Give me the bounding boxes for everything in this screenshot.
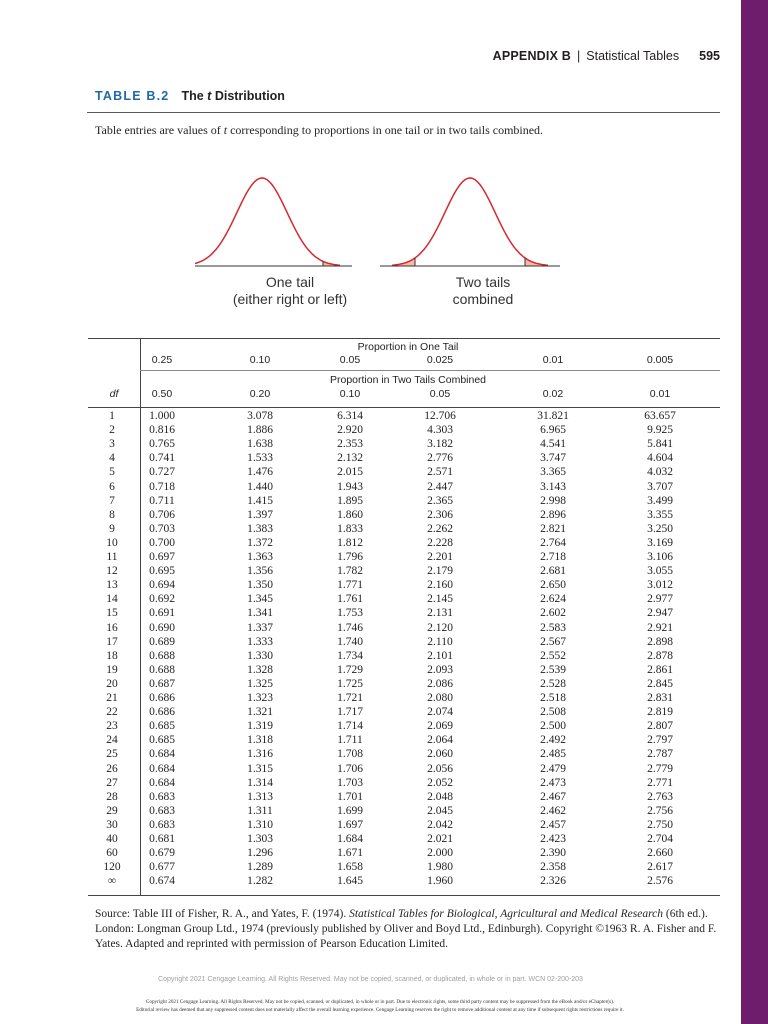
t-value-cell: 0.674 [149,875,175,888]
t-value-cell: 0.683 [149,790,175,803]
t-value-cell: 1.383 [247,522,273,535]
t-value-cell: 0.697 [149,551,175,563]
t-value-cell: 2.201 [427,551,453,563]
t-value-cell: 0.765 [149,438,175,451]
t-value-cell: 1.318 [247,734,273,747]
t-value-cell: 1.771 [337,579,363,592]
t-value-cell: 1.289 [247,861,273,874]
fine-print-line1: Copyright 2021 Cengage Learning. All Rights Reserved. May not be copied, scanned, or duplicated, in whole or in part. Due to electronic rights, some third party content may be suppressed from the eBook and/or eChapter(s). [145,999,615,1005]
table-name-post: Distribution [211,89,285,103]
t-value-cell: 3.250 [647,522,673,535]
one-tail-label [200,274,380,308]
one-tail-col-header: 0.05 [339,354,361,366]
t-value-cell: 0.687 [149,677,175,690]
t-value-cell: 0.692 [149,593,175,606]
one-tail-col-header: 0.10 [249,354,271,366]
table-name-pre: The [181,89,208,103]
t-value-cell: 1.725 [337,677,363,690]
t-value-cell: 1.708 [337,748,363,761]
t-value-cell: 1.734 [337,649,363,662]
t-value-cell: 1.812 [337,536,363,549]
table-title [95,89,285,103]
t-value-cell: 0.703 [149,522,175,535]
t-value-cell: 1.476 [247,466,273,479]
t-value-cell: 63.657 [644,410,676,422]
one-tail-col-header: 0.005 [646,354,674,366]
t-value-cell: 0.727 [149,466,175,479]
t-value-cell: 3.169 [647,536,673,549]
header-rule-2 [88,407,720,408]
two-tail-col-header: 0.01 [649,388,671,400]
t-value-cell: 0.688 [149,649,175,662]
t-value-cell: 2.086 [427,677,453,690]
t-value-cell: 1.323 [247,692,273,704]
t-value-cell: 4.541 [540,438,566,451]
two-tail-col-header: 0.20 [249,388,271,400]
t-value-cell: 0.686 [149,706,175,719]
df-value: 2 [109,424,115,437]
two-tail-col-header: 0.02 [542,388,564,400]
table-name [181,89,284,103]
df-value: 25 [106,748,118,761]
t-value-cell: 2.500 [540,720,566,733]
appendix-label: APPENDIX B [492,49,572,63]
two-tail-col-header: 0.50 [151,388,173,400]
t-value-cell: 1.000 [149,410,175,422]
t-value-cell: 2.492 [540,734,566,747]
section-title: Statistical Tables [586,49,680,63]
t-value-cell: 2.807 [647,720,673,733]
table-name-var: t [207,89,212,103]
source-post: (6th ed.). London: Longman Group Ltd., 1974 (previously published by Oliver and Boyd Ltd., Edinburgh). Copyright ©1963 R. A. Fisher and F. Yates. Adapted and reprinted with permission of Pearson Education Limited. [95,908,717,950]
t-value-cell: 1.645 [337,875,363,888]
table-label: TABLE B.2 [95,89,170,103]
two-tail-col-header: 0.10 [339,388,361,400]
t-value-cell: 0.706 [149,508,175,521]
t-value-cell: 1.860 [337,508,363,521]
t-value-cell: 2.776 [427,452,453,465]
t-value-cell: 2.681 [540,565,566,578]
t-value-cell: 1.703 [337,776,363,789]
t-value-cell: 1.671 [337,847,363,860]
t-value-cell: 0.684 [149,762,175,775]
t-value-cell: 1.282 [247,875,273,888]
t-value-cell: 0.700 [149,536,175,549]
df-value: 12 [106,565,118,578]
df-value: 19 [106,663,118,676]
two-tail-col-header: 0.05 [429,388,451,400]
page-edge-color-bar [741,0,768,1024]
one-tail-label-line1: One tail [265,274,315,290]
t-value-cell: 2.074 [427,706,453,719]
t-value-cell: 2.358 [540,861,566,874]
t-value-cell: 0.741 [149,452,175,465]
t-value-cell: 0.684 [149,776,175,789]
t-value-cell: 1.753 [337,607,363,620]
t-value-cell: 2.898 [647,635,673,648]
df-value: 26 [106,762,118,775]
t-value-cell: 2.602 [540,607,566,620]
t-value-cell: 0.691 [149,607,175,620]
t-value-cell: 0.718 [149,480,175,493]
t-value-cell: 3.499 [647,494,673,507]
t-value-cell: 2.539 [540,663,566,676]
t-value-cell: 1.701 [337,790,363,803]
t-value-cell: 2.571 [427,466,453,479]
t-value-cell: 2.552 [540,649,566,662]
df-value: 29 [106,804,118,817]
t-value-cell: 2.479 [540,762,566,775]
df-value: 4 [109,452,115,465]
t-value-cell: 1.372 [247,536,273,549]
t-value-cell: 2.508 [540,706,566,719]
source-note [95,907,727,952]
t-value-cell: 0.685 [149,720,175,733]
t-value-cell: 0.689 [149,635,175,648]
t-value-cell: 2.704 [647,833,673,845]
one-tail-label-line2: (either right or left) [232,291,348,307]
t-value-cell: 1.356 [247,565,273,578]
source-pre: Source: Table III of Fisher, R. A., and Yates, F. (1974). [95,908,350,920]
t-value-cell: 2.518 [540,692,566,704]
t-value-cell: 2.179 [427,565,453,578]
t-value-cell: 2.132 [337,452,363,465]
one-tail-col-header: 0.025 [426,354,454,366]
t-value-cell: 2.660 [647,847,673,860]
intro-text [95,123,543,138]
header-separator: | [577,49,581,63]
t-value-cell: 6.965 [540,424,566,437]
t-value-cell: 1.321 [247,706,273,719]
running-head [493,49,720,63]
t-value-cell: 0.690 [149,621,175,634]
t-value-cell: 2.160 [427,579,453,592]
t-value-cell: 2.353 [337,438,363,451]
t-value-cell: 2.052 [427,776,453,789]
t-value-cell: 1.315 [247,762,273,775]
t-value-cell: 6.314 [337,410,363,422]
df-value: 5 [109,466,115,479]
df-value: 30 [106,818,118,831]
t-value-cell: 1.310 [247,818,273,831]
t-value-cell: 1.415 [247,494,273,507]
t-value-cell: 3.747 [540,452,566,465]
t-value-cell: 2.567 [540,635,566,648]
t-value-cell: 1.746 [337,621,363,634]
t-value-cell: 2.120 [427,621,453,634]
t-value-cell: 1.397 [247,508,273,521]
t-value-cell: 1.533 [247,452,273,465]
t-value-cell: 2.101 [427,649,453,662]
t-value-cell: 0.683 [149,818,175,831]
two-tail-label-line2: combined [452,291,514,307]
t-value-cell: 2.878 [647,649,673,662]
t-value-cell: 2.831 [647,692,673,704]
t-value-cell: 2.021 [427,833,453,845]
t-value-cell: 1.638 [247,438,273,451]
t-value-cell: 2.060 [427,748,453,761]
df-value: 21 [106,692,118,704]
t-value-cell: 0.677 [149,861,175,874]
intro-var: t [223,123,228,137]
t-value-cell: 2.069 [427,720,453,733]
t-value-cell: 1.699 [337,804,363,817]
t-value-cell: 2.821 [540,522,566,535]
header-rule-1 [140,370,720,371]
t-value-cell: 2.390 [540,847,566,860]
t-value-cell: 2.787 [647,748,673,761]
df-value: 16 [106,621,118,634]
fine-print-line2: Editorial review has deemed that any suppressed content does not materially affect the overall learning experience. Cengage Learning reserves the right to remove additional content at any time if subsequent rights restrictions require it. [136,1007,624,1013]
df-value: 120 [103,861,121,874]
t-value-cell: 1.761 [337,593,363,606]
t-value-cell: 1.684 [337,833,363,845]
t-value-cell: 2.485 [540,748,566,761]
t-value-cell: 2.000 [427,847,453,860]
df-value: 24 [106,734,118,747]
df-value: 6 [109,480,115,493]
t-value-cell: 2.015 [337,466,363,479]
t-value-cell: 2.048 [427,790,453,803]
t-value-cell: 1.886 [247,424,273,437]
t-value-cell: 2.093 [427,663,453,676]
t-value-cell: 2.473 [540,776,566,789]
t-value-cell: 1.325 [247,677,273,690]
df-value: 8 [109,508,115,521]
df-value: 11 [106,551,118,563]
df-value: 3 [109,438,115,451]
t-value-cell: 31.821 [537,410,569,422]
t-value-cell: 1.729 [337,663,363,676]
t-value-cell: 0.686 [149,692,175,704]
t-value-cell: 1.337 [247,621,273,634]
distribution-curves [195,170,575,280]
t-value-cell: 1.706 [337,762,363,775]
t-value-cell: 3.143 [540,480,566,493]
t-value-cell: 1.943 [337,480,363,493]
t-value-cell: 0.684 [149,748,175,761]
page-number: 595 [699,49,720,63]
t-value-cell: 2.750 [647,818,673,831]
t-value-cell: 4.303 [427,424,453,437]
t-value-cell: 2.457 [540,818,566,831]
t-value-cell: 1.658 [337,861,363,874]
df-value: 22 [106,706,118,719]
intro-post: corresponding to proportions in one tail or in two tails combined. [227,123,544,137]
t-value-cell: 1.328 [247,663,273,676]
table-bottom-rule [88,895,720,896]
t-value-cell: 1.319 [247,720,273,733]
t-value-cell: 3.355 [647,508,673,521]
t-value-cell: 2.064 [427,734,453,747]
t-value-cell: 3.182 [427,438,453,451]
t-value-cell: 3.012 [647,579,673,592]
t-value-cell: 1.363 [247,551,273,563]
df-value: ∞ [107,875,117,888]
intro-pre: Table entries are values of [95,123,224,137]
t-value-cell: 0.685 [149,734,175,747]
t-value-cell: 3.365 [540,466,566,479]
df-value: 23 [106,720,118,733]
t-value-cell: 2.617 [647,861,673,874]
t-value-cell: 2.771 [647,776,673,789]
t-value-cell: 12.706 [424,410,456,422]
t-value-cell: 0.688 [149,663,175,676]
two-tail-curve [392,178,548,265]
copyright-notice: Copyright 2021 Cengage Learning. All Rights Reserved. May not be copied, scanned, or duplicated, in whole or in part. WCN 02-200-203 [158,976,583,983]
t-value-cell: 0.683 [149,804,175,817]
df-value: 13 [106,579,118,592]
source-book-title: Statistical Tables for Biological, Agricultural and Medical Research [349,908,663,920]
t-value-cell: 5.841 [647,438,673,451]
df-value: 10 [106,536,118,549]
t-value-cell: 2.763 [647,790,673,803]
t-value-cell: 2.042 [427,818,453,831]
df-value: 14 [106,593,118,606]
t-value-cell: 2.718 [540,551,566,563]
df-label: df [109,388,119,400]
t-value-cell: 2.447 [427,480,453,493]
one-tail-col-header: 0.25 [151,354,173,366]
t-value-cell: 2.977 [647,593,673,606]
t-value-cell: 2.756 [647,804,673,817]
table-top-rule [88,338,720,339]
one-tail-col-header: 0.01 [542,354,564,366]
df-value: 20 [106,677,118,690]
t-value-cell: 0.695 [149,565,175,578]
t-value-cell: 0.694 [149,579,175,592]
t-value-cell: 2.920 [337,424,363,437]
t-value-cell: 2.262 [427,522,453,535]
t-value-cell: 1.717 [337,706,363,719]
t-value-cell: 2.467 [540,790,566,803]
t-value-cell: 1.960 [427,875,453,888]
t-value-cell: 1.895 [337,494,363,507]
df-value: 28 [106,790,118,803]
t-value-cell: 4.604 [647,452,673,465]
t-value-cell: 0.679 [149,847,175,860]
t-value-cell: 1.740 [337,635,363,648]
t-value-cell: 2.045 [427,804,453,817]
one-tail-heading: Proportion in One Tail [357,341,459,353]
t-value-cell: 1.296 [247,847,273,860]
t-value-cell: 0.816 [149,424,175,437]
t-table [88,338,720,896]
t-value-cell: 1.311 [247,804,273,817]
t-value-cell: 2.576 [647,875,673,888]
t-value-cell: 1.316 [247,748,273,761]
df-value: 18 [106,649,118,662]
t-value-cell: 0.711 [149,494,175,507]
df-value: 15 [106,607,118,620]
t-value-cell: 1.303 [247,833,273,845]
t-value-cell: 1.721 [337,692,363,704]
t-value-cell: 1.440 [247,480,273,493]
fine-print [30,998,730,1014]
t-value-cell: 2.528 [540,677,566,690]
t-value-cell: 2.779 [647,762,673,775]
t-value-cell: 3.707 [647,480,673,493]
t-value-cell: 2.131 [427,607,453,620]
t-value-cell: 2.228 [427,536,453,549]
t-value-cell: 2.624 [540,593,566,606]
df-value: 17 [106,635,118,648]
t-value-cell: 2.423 [540,833,566,845]
t-value-cell: 2.110 [427,635,453,648]
t-value-cell: 1.711 [337,734,363,747]
df-value: 9 [109,522,115,535]
t-value-cell: 1.697 [337,818,363,831]
t-value-cell: 2.947 [647,607,673,620]
t-value-cell: 1.714 [337,720,363,733]
t-value-cell: 1.333 [247,635,273,648]
t-value-cell: 2.080 [427,692,453,704]
two-tail-label [413,274,553,308]
t-value-cell: 2.583 [540,621,566,634]
t-value-cell: 3.078 [247,410,273,422]
t-value-cell: 2.145 [427,593,453,606]
t-value-cell: 3.055 [647,565,673,578]
t-value-cell: 1.796 [337,551,363,563]
t-value-cell: 2.797 [647,734,673,747]
two-tail-heading: Proportion in Two Tails Combined [329,374,487,386]
t-value-cell: 1.980 [427,861,453,874]
t-value-cell: 2.056 [427,762,453,775]
t-value-cell: 9.925 [647,424,673,437]
t-value-cell: 1.345 [247,593,273,606]
t-value-cell: 1.833 [337,522,363,535]
t-value-cell: 2.326 [540,875,566,888]
t-value-cell: 2.861 [647,663,673,676]
t-value-cell: 1.330 [247,649,273,662]
t-value-cell: 2.998 [540,494,566,507]
t-value-cell: 4.032 [647,466,673,479]
t-value-cell: 2.819 [647,706,673,719]
t-value-cell: 1.341 [247,607,273,620]
t-value-cell: 1.313 [247,790,273,803]
t-value-cell: 1.782 [337,565,363,578]
one-tail-curve [195,178,340,265]
df-value: 27 [106,776,118,789]
df-value: 40 [106,833,118,845]
t-value-cell: 1.350 [247,579,273,592]
t-value-cell: 0.681 [149,833,175,845]
df-value: 7 [109,494,115,507]
df-value: 1 [109,410,115,422]
two-tail-label-line1: Two tails [455,274,511,290]
t-value-cell: 1.314 [247,776,273,789]
t-value-cell: 2.896 [540,508,566,521]
t-value-cell: 2.845 [647,677,673,690]
df-value: 60 [106,847,118,860]
t-value-cell: 2.650 [540,579,566,592]
t-value-cell: 2.921 [647,621,673,634]
title-rule [87,112,720,113]
t-value-cell: 2.365 [427,494,453,507]
t-value-cell: 3.106 [647,551,673,563]
t-value-cell: 2.306 [427,508,453,521]
t-value-cell: 2.764 [540,536,566,549]
t-value-cell: 2.462 [540,804,566,817]
